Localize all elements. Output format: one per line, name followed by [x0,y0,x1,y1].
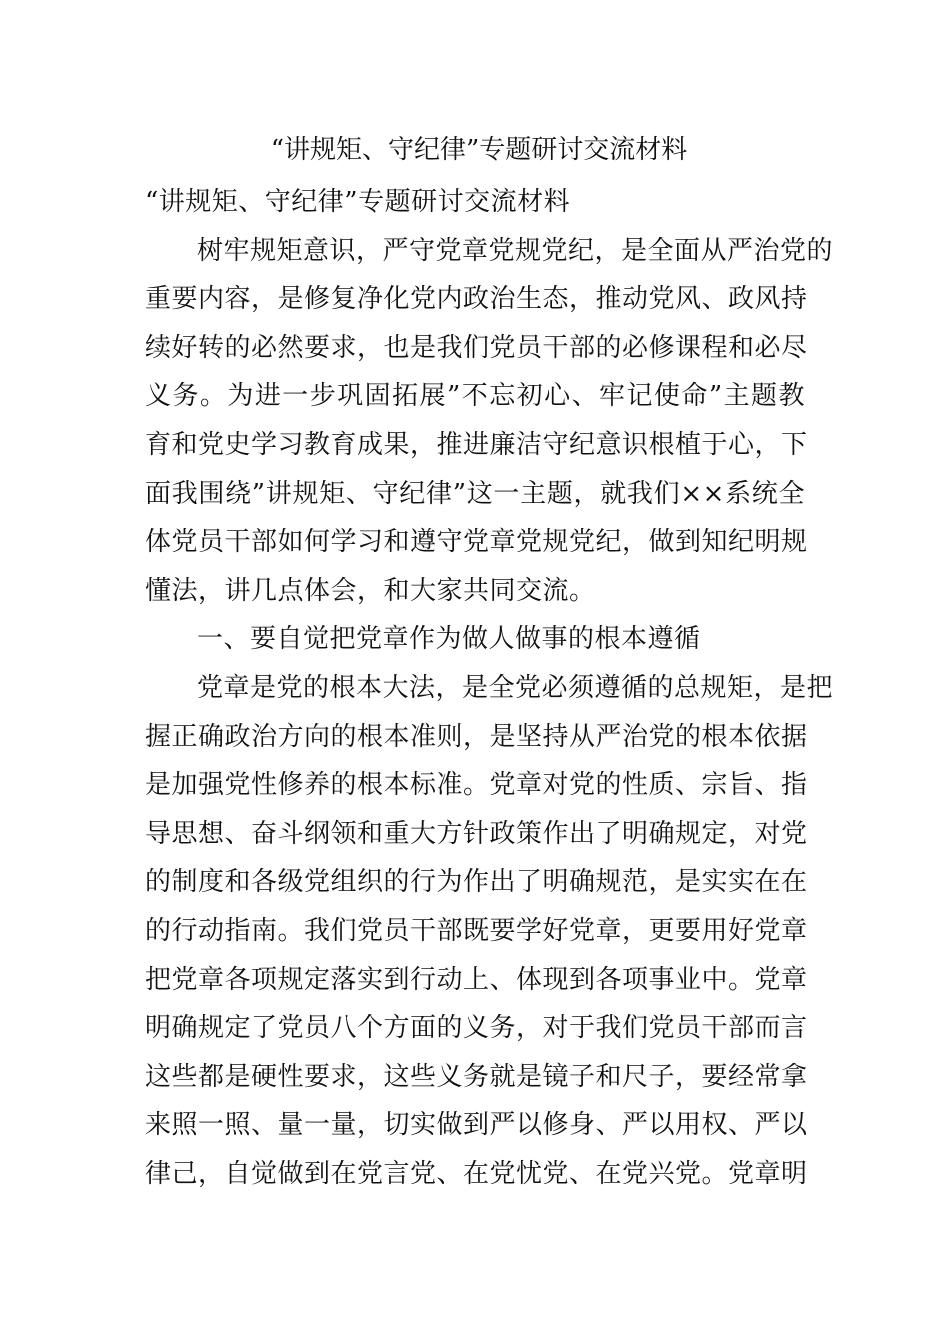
document-subtitle [145,178,805,227]
text-line: 重要内容，是修复净化党内政治生态，推动党风、政风持 [145,284,808,315]
section-heading-text: 一、要自觉把党章作为做人做事的根本遵循 [197,624,701,655]
text-line: 的制度和各级党组织的行为作出了明确规范，是实实在在 [145,867,808,898]
text-line: 导思想、奋斗纲领和重大方针政策作出了明确规定，对党 [145,818,808,849]
text-line: 懂法，讲几点体会，和大家共同交流。 [145,575,596,606]
paragraph-section-1 [145,664,834,1199]
document-body [145,178,834,1198]
document-title: “讲规矩、守纪律”专题研讨交流材料 [270,135,688,165]
text-line: 体党员干部如何学习和遵守党章党规党纪，做到知纪明规 [145,527,808,558]
text-line: 续好转的必然要求，也是我们党员干部的必修课程和必尽 [145,332,808,363]
text-line: 义务。为进一步巩固拓展”不忘初心、牢记使命”主题教 [145,381,805,412]
text-line: 育和党史学习教育成果，推进廉洁守纪意识根植于心，下 [145,429,808,460]
section-heading-1 [145,615,805,664]
text-line: 的行动指南。我们党员干部既要学好党章，更要用好党章 [145,915,808,946]
text-line: 党章是党的根本大法，是全党必须遵循的总规矩，是把 [197,672,834,703]
text-line: 面我围绕”讲规矩、守纪律”这一主题，就我们××系统全 [145,478,805,509]
text-line: 把党章各项规定落实到行动上、体现到各项事业中。党章 [145,964,808,995]
text-line: 来照一照、量一量，切实做到严以修身、严以用权、严以 [145,1110,808,1141]
text-line: 明确规定了党员八个方面的义务，对于我们党员干部而言 [145,1013,808,1044]
text-line: 律己，自觉做到在党言党、在党忧党、在党兴党。党章明 [145,1158,808,1189]
text-line: 这些都是硬性要求，这些义务就是镜子和尺子，要经常拿 [145,1061,808,1092]
text-line: 握正确政治方向的根本准则，是坚持从严治党的根本依据 [145,721,808,752]
paragraph-intro [145,227,834,616]
text-line: 树牢规矩意识，严守党章党规党纪，是全面从严治党的 [197,235,834,266]
subtitle-line: “讲规矩、守纪律”专题研讨交流材料 [145,187,571,217]
text-line: 是加强党性修养的根本标准。党章对党的性质、宗旨、指 [145,770,808,801]
